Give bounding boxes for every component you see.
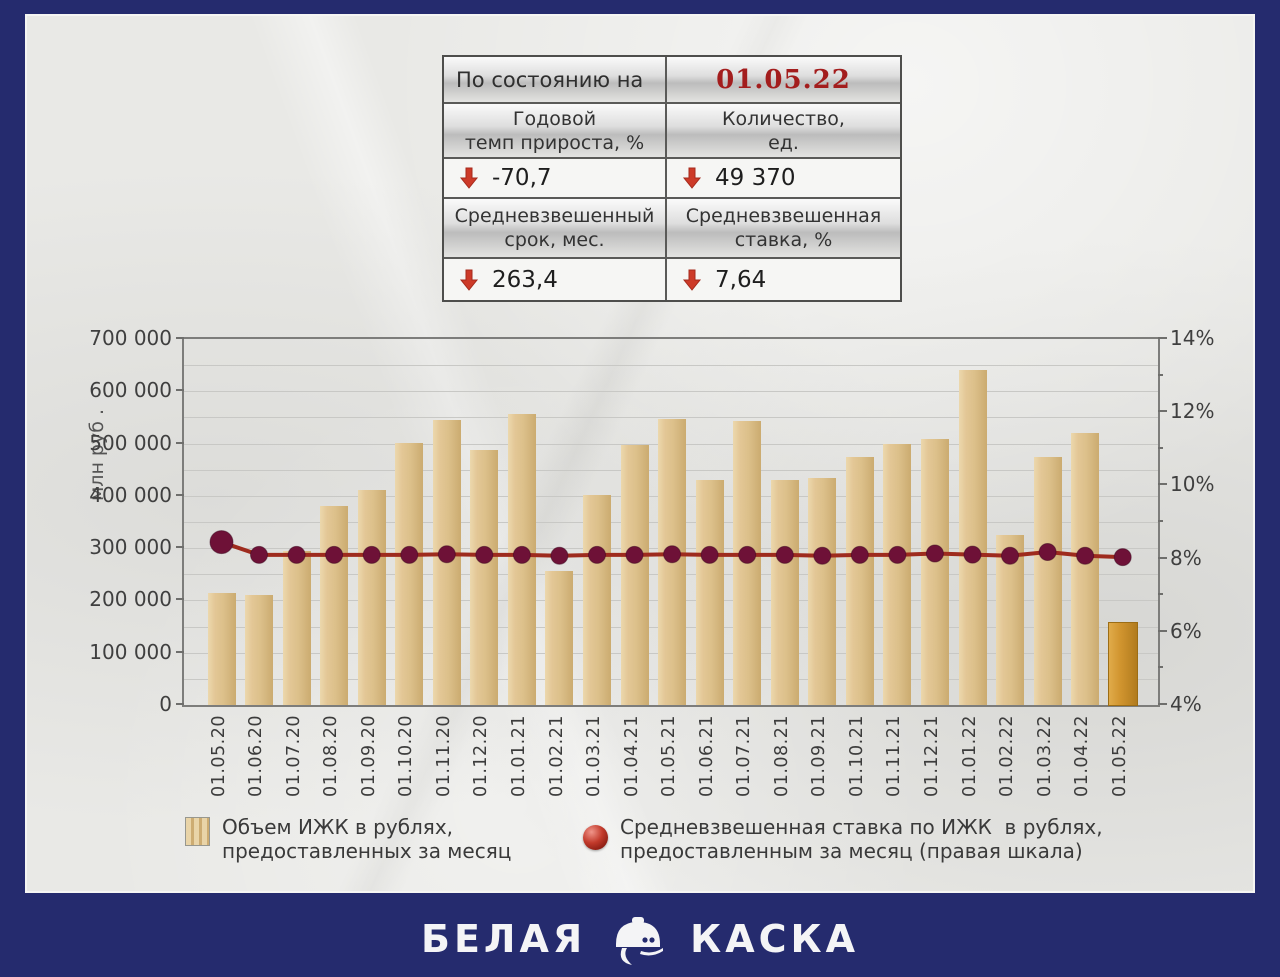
x-axis-tick-label: 01.05.21 <box>659 715 680 797</box>
right-axis-tick-label: 14% <box>1170 326 1215 350</box>
brand-word-left: БЕЛАЯ <box>421 917 587 961</box>
rate-point <box>288 546 305 563</box>
left-axis-tick <box>176 651 184 653</box>
mortgage-chart <box>25 14 1255 893</box>
brand-word-right: КАСКА <box>690 917 859 961</box>
x-axis-tick-label: 01.03.22 <box>1034 715 1055 797</box>
helmet-icon <box>608 914 668 966</box>
legend-rate-line1: Средневзвешенная ставка по ИЖК в рублях, <box>620 815 1103 839</box>
x-axis-tick-label: 01.07.21 <box>734 715 755 797</box>
left-axis-tick-label: 0 <box>159 692 172 716</box>
rate-point <box>326 546 343 563</box>
rate-point <box>776 546 793 563</box>
rate-point <box>964 546 981 563</box>
x-axis-tick-label: 01.12.21 <box>921 715 942 797</box>
right-axis-tick-label: 8% <box>1170 545 1202 570</box>
right-axis-tick <box>1158 557 1167 559</box>
rate-point <box>438 546 455 563</box>
x-axis-tick-label: 01.05.20 <box>208 715 229 797</box>
x-axis-tick-label: 01.04.21 <box>621 715 642 797</box>
right-axis-tick <box>1158 666 1163 668</box>
card-count-header-line2: ед. <box>768 131 799 154</box>
rate-point <box>701 546 718 563</box>
brand-footer <box>0 901 1280 977</box>
x-axis-tick-label: 01.02.21 <box>546 715 567 797</box>
rate-point <box>251 546 268 563</box>
x-axis-tick-label: 01.09.20 <box>358 715 379 797</box>
left-axis-tick-label: 400 000 <box>89 482 172 507</box>
left-axis-tick <box>176 337 184 339</box>
line-marker-icon <box>583 825 608 850</box>
x-axis-tick-label: 01.04.22 <box>1072 715 1093 797</box>
right-axis-tick <box>1158 447 1163 449</box>
rate-point <box>814 547 831 564</box>
left-axis-tick-label: 100 000 <box>89 639 172 664</box>
x-axis-tick-label: 01.06.20 <box>246 715 267 797</box>
left-axis-title: млн руб . <box>86 408 108 502</box>
left-axis-tick-label: 500 000 <box>89 430 172 455</box>
rate-point <box>739 546 756 563</box>
left-axis-tick <box>176 703 184 705</box>
rate-point <box>1002 547 1019 564</box>
card-rate-header-line1: Средневзвешенная <box>685 205 882 227</box>
card-growth-header-line1: Годовой <box>512 107 597 130</box>
growth-value-text: -70,7 <box>492 165 552 191</box>
right-axis-tick-label: 10% <box>1170 472 1215 497</box>
x-axis-tick-label: 01.10.21 <box>846 715 867 797</box>
x-axis-tick-label: 01.11.20 <box>433 715 454 797</box>
plot-area <box>182 337 1160 707</box>
as-of-date: 01.05.22 <box>667 57 900 104</box>
x-axis-tick-label: 01.03.21 <box>584 715 604 797</box>
rate-point <box>551 547 568 564</box>
left-axis-tick <box>176 598 184 600</box>
left-axis-tick <box>176 442 184 444</box>
left-axis-tick-label: 300 000 <box>89 535 172 560</box>
rate-point <box>513 546 530 563</box>
x-axis-tick-label: 01.12.20 <box>471 715 492 797</box>
x-axis-tick-label: 01.01.22 <box>959 715 980 797</box>
legend-item-rate <box>583 815 1103 863</box>
right-axis-tick-label: 6% <box>1170 618 1202 643</box>
paper-sheet <box>25 14 1255 893</box>
rate-value-text: 7,64 <box>715 266 767 293</box>
left-axis-tick-label: 200 000 <box>89 587 172 612</box>
rate-point <box>926 545 943 562</box>
x-axis-tick-label: 01.11.21 <box>884 715 905 797</box>
rate-line-series <box>184 339 1158 705</box>
right-axis-tick <box>1158 703 1167 705</box>
right-axis-tick <box>1158 593 1163 595</box>
right-axis-tick-label: 4% <box>1170 692 1202 716</box>
legend-volume-line1: Объем ИЖК в рублях, <box>222 815 454 839</box>
x-axis-tick-label: 01.08.21 <box>771 715 792 797</box>
x-axis-tick-label: 01.09.21 <box>809 715 830 797</box>
card-growth-header-line2: темп прироста, % <box>464 131 645 154</box>
legend-item-volume <box>185 815 511 863</box>
legend-volume-text <box>222 815 511 863</box>
left-axis-tick-label: 700 000 <box>89 326 172 350</box>
right-axis-tick <box>1158 374 1163 376</box>
rate-point <box>889 546 906 563</box>
legend-rate-line2: предоставленным за месяц (правая шкала) <box>620 839 1083 863</box>
term-value-text: 263,4 <box>492 266 558 293</box>
right-axis-tick <box>1158 337 1167 339</box>
left-axis-tick-label: 600 000 <box>89 378 172 403</box>
rate-point <box>626 546 643 563</box>
count-value-text: 49 370 <box>715 165 796 191</box>
x-axis-tick-label: 01.10.20 <box>396 715 417 797</box>
rate-point <box>401 546 418 563</box>
rate-point <box>210 531 233 554</box>
right-axis-tick <box>1158 410 1167 412</box>
card-term-header-line2: срок, мес. <box>504 229 605 251</box>
right-axis-tick-label: 12% <box>1170 399 1215 424</box>
x-axis-tick-label: 01.06.21 <box>696 715 717 797</box>
x-axis-tick-label: 01.05.22 <box>1109 715 1130 797</box>
x-axis-tick-label: 01.01.21 <box>508 715 529 797</box>
card-term-header-line1: Средневзвешенный <box>454 205 655 227</box>
rate-point <box>363 546 380 563</box>
card-rate-header-line2: ставка, % <box>734 229 833 251</box>
legend-volume-line2: предоставленных за месяц <box>222 839 512 863</box>
x-axis-tick-label: 01.08.20 <box>321 715 342 797</box>
rate-point <box>1114 549 1131 566</box>
left-axis-tick <box>176 494 184 496</box>
rate-point <box>1077 547 1094 564</box>
left-axis-tick <box>176 546 184 548</box>
rate-point <box>1039 544 1056 561</box>
left-axis-tick <box>176 389 184 391</box>
rate-point <box>664 546 681 563</box>
as-of-label: По состоянию на <box>444 57 667 104</box>
rate-point <box>476 546 493 563</box>
right-axis-tick <box>1158 483 1167 485</box>
x-axis-tick-label: 01.07.20 <box>283 715 304 797</box>
card-count-header-line1: Количество, <box>722 107 845 130</box>
right-axis-tick <box>1158 520 1163 522</box>
right-axis-tick <box>1158 630 1167 632</box>
x-axis-tick-label: 01.02.22 <box>997 715 1017 797</box>
legend-rate-text <box>620 815 1103 863</box>
rate-point <box>589 546 606 563</box>
bar-swatch-icon <box>185 817 210 846</box>
rate-point <box>851 546 868 563</box>
